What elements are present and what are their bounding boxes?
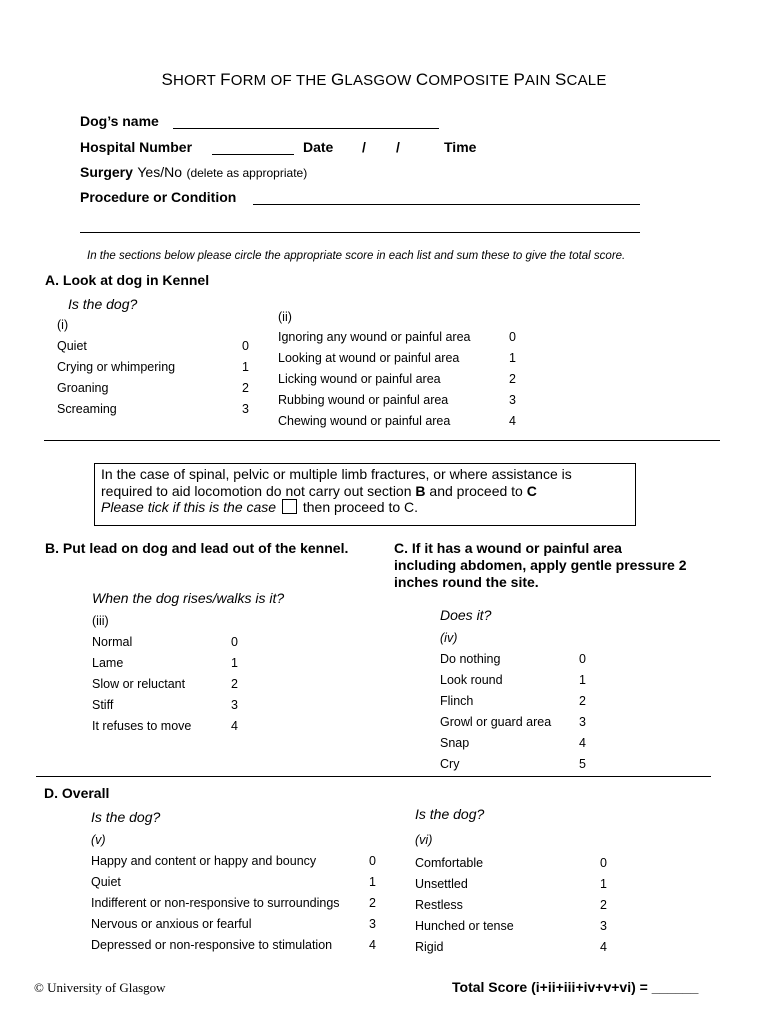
- list-v-label: (v): [91, 833, 106, 847]
- list-v-score-2[interactable]: 2: [369, 896, 376, 910]
- surgery-value[interactable]: Yes/No: [137, 164, 182, 180]
- section-c-heading-line-1: C. If it has a wound or painful area: [394, 540, 622, 556]
- list-iv-item-1: Look round: [440, 673, 503, 687]
- list-vi-score-2[interactable]: 2: [600, 898, 607, 912]
- fracture-notice-box: [94, 463, 636, 526]
- title-rest-2: ORM OF THE: [230, 72, 331, 89]
- title-rest-6: CALE: [566, 72, 607, 89]
- procedure-field[interactable]: [253, 188, 640, 205]
- list-i-score-3[interactable]: 3: [242, 402, 249, 416]
- section-b-question: When the dog rises/walks is it?: [92, 590, 285, 606]
- notice-line-2c: and proceed to: [425, 482, 527, 499]
- list-i-score-0[interactable]: 0: [242, 339, 249, 353]
- title-cap-1: S: [161, 70, 173, 89]
- list-iii-item-4: It refuses to move: [92, 719, 192, 733]
- list-iv-score-1[interactable]: 1: [579, 673, 586, 687]
- list-i-item-3: Screaming: [57, 402, 117, 416]
- list-ii-score-0[interactable]: 0: [509, 330, 516, 344]
- list-iv-score-5[interactable]: 5: [579, 757, 586, 771]
- surgery-note: (delete as appropriate): [186, 166, 308, 180]
- list-iv-item-4: Snap: [440, 736, 470, 750]
- list-ii-score-4[interactable]: 4: [509, 414, 516, 428]
- list-iii-label: (iii): [92, 614, 109, 628]
- list-iv-score-0[interactable]: 0: [579, 652, 586, 666]
- notice-line-2a: required to aid locomotion do not carry out section: [101, 482, 416, 499]
- section-c-heading-line-3: inches round the site.: [394, 574, 539, 590]
- procedure-label: Procedure or Condition: [80, 189, 237, 205]
- instructions: In the sections below please circle the appropriate score in each list and sum these to give the total score.: [87, 250, 626, 262]
- section-a-question: Is the dog?: [68, 296, 138, 312]
- surgery-label: Surgery: [80, 164, 133, 180]
- list-v-score-3[interactable]: 3: [369, 917, 376, 931]
- list-i-item-2: Groaning: [57, 381, 109, 395]
- list-ii-item-3: Rubbing wound or painful area: [278, 393, 449, 407]
- notice-tick-prompt: Please tick if this is the case: [101, 499, 277, 515]
- list-iii-item-3: Stiff: [92, 698, 114, 712]
- dogs-name-field[interactable]: [173, 112, 439, 129]
- section-a-heading: A. Look at dog in Kennel: [45, 272, 210, 288]
- list-ii-item-4: Chewing wound or painful area: [278, 414, 451, 428]
- list-ii-score-1[interactable]: 1: [509, 351, 516, 365]
- list-v-item-2: Indifferent or non-responsive to surroundings: [91, 896, 340, 910]
- list-v-score-0[interactable]: 0: [369, 854, 376, 868]
- divider-bc: [36, 776, 711, 777]
- list-iii-score-4[interactable]: 4: [231, 719, 238, 733]
- title-cap-2: F: [220, 70, 231, 89]
- list-i-label: (i): [57, 318, 69, 332]
- list-i-item-1: Crying or whimpering: [57, 360, 176, 374]
- title-cap-5: P: [513, 70, 526, 89]
- list-iv-item-3: Growl or guard area: [440, 715, 552, 729]
- list-iv-score-3[interactable]: 3: [579, 715, 586, 729]
- list-i-item-0: Quiet: [57, 339, 87, 353]
- tick-checkbox[interactable]: [282, 499, 297, 514]
- list-ii-item-1: Looking at wound or painful area: [278, 351, 460, 365]
- date-label: Date: [303, 139, 334, 155]
- list-iii-score-0[interactable]: 0: [231, 635, 238, 649]
- list-vi-score-0[interactable]: 0: [600, 856, 607, 870]
- dogs-name-label: Dog’s name: [80, 113, 159, 129]
- title-rest-5: AIN: [525, 72, 555, 89]
- list-v-score-4[interactable]: 4: [369, 938, 376, 952]
- list-ii-item-0: Ignoring any wound or painful area: [278, 330, 471, 344]
- list-ii-label: (ii): [278, 310, 292, 324]
- hospital-number-field[interactable]: [212, 138, 294, 155]
- section-d-heading: D. Overall: [44, 785, 110, 801]
- notice-line-3b: then proceed to C.: [298, 499, 419, 515]
- list-vi-item-3: Hunched or tense: [415, 919, 514, 933]
- divider-a: [44, 440, 720, 441]
- notice-line-3: [101, 499, 629, 516]
- list-iii-score-1[interactable]: 1: [231, 656, 238, 670]
- notice-section-b: B: [415, 482, 426, 499]
- list-ii-item-2: Licking wound or painful area: [278, 372, 441, 386]
- title-cap-3: G: [330, 70, 345, 89]
- total-score[interactable]: Total Score (i+ii+iii+iv+v+vi) = ______: [452, 979, 699, 995]
- list-i-score-1[interactable]: 1: [242, 360, 249, 374]
- list-v-item-0: Happy and content or happy and bouncy: [91, 854, 317, 868]
- list-v-score-1[interactable]: 1: [369, 875, 376, 889]
- copyright: © University of Glasgow: [34, 980, 166, 995]
- section-d-question-vi: Is the dog?: [415, 806, 485, 822]
- list-iv-item-0: Do nothing: [440, 652, 501, 666]
- title-rest-3: LASGOW: [344, 72, 416, 89]
- list-vi-score-1[interactable]: 1: [600, 877, 607, 891]
- list-iv-score-2[interactable]: 2: [579, 694, 586, 708]
- hospital-number-label: Hospital Number: [80, 139, 193, 155]
- list-iv-item-5: Cry: [440, 757, 460, 771]
- list-iv-score-4[interactable]: 4: [579, 736, 586, 750]
- list-vi-score-4[interactable]: 4: [600, 940, 607, 954]
- list-v-item-4: Depressed or non-responsive to stimulation: [91, 938, 333, 952]
- section-c-heading-line-2: including abdomen, apply gentle pressure 2: [394, 557, 687, 573]
- list-vi-label: (vi): [415, 833, 433, 847]
- notice-line-2: [101, 483, 629, 500]
- list-iii-score-2[interactable]: 2: [231, 677, 238, 691]
- list-v-item-1: Quiet: [91, 875, 121, 889]
- list-vi-item-0: Comfortable: [415, 856, 484, 870]
- surgery-row: [80, 164, 307, 182]
- list-iv-label: (iv): [440, 631, 458, 645]
- title-rest-1: HORT: [172, 72, 221, 89]
- date-slash-2: /: [396, 139, 400, 155]
- time-label: Time: [444, 139, 477, 155]
- notice-section-c: C: [526, 482, 537, 499]
- procedure-field-line2[interactable]: [80, 218, 640, 233]
- list-iii-score-3[interactable]: 3: [231, 698, 238, 712]
- notice-line-1: In the case of spinal, pelvic or multiple limb fractures, or where assistance is: [101, 466, 572, 482]
- section-c-heading: [394, 540, 687, 591]
- date-slash-1: /: [362, 139, 366, 155]
- section-c-question: Does it?: [440, 607, 492, 623]
- title-rest-4: OMPOSITE: [428, 72, 514, 89]
- list-vi-item-2: Restless: [415, 898, 463, 912]
- form-title: [0, 70, 768, 90]
- title-cap-6: S: [555, 70, 567, 89]
- list-v-item-3: Nervous or anxious or fearful: [91, 917, 252, 931]
- list-vi-item-4: Rigid: [415, 940, 444, 954]
- list-i-score-2[interactable]: 2: [242, 381, 249, 395]
- list-iii-item-2: Slow or reluctant: [92, 677, 186, 691]
- list-iv-item-2: Flinch: [440, 694, 474, 708]
- list-ii-score-2[interactable]: 2: [509, 372, 516, 386]
- list-vi-score-3[interactable]: 3: [600, 919, 607, 933]
- list-vi-item-1: Unsettled: [415, 877, 468, 891]
- section-d-question-v: Is the dog?: [91, 809, 161, 825]
- section-b-heading: B. Put lead on dog and lead out of the kennel.: [45, 540, 349, 556]
- list-ii-score-3[interactable]: 3: [509, 393, 516, 407]
- title-cap-4: C: [415, 70, 429, 89]
- list-iii-item-0: Normal: [92, 635, 133, 649]
- list-iii-item-1: Lame: [92, 656, 124, 670]
